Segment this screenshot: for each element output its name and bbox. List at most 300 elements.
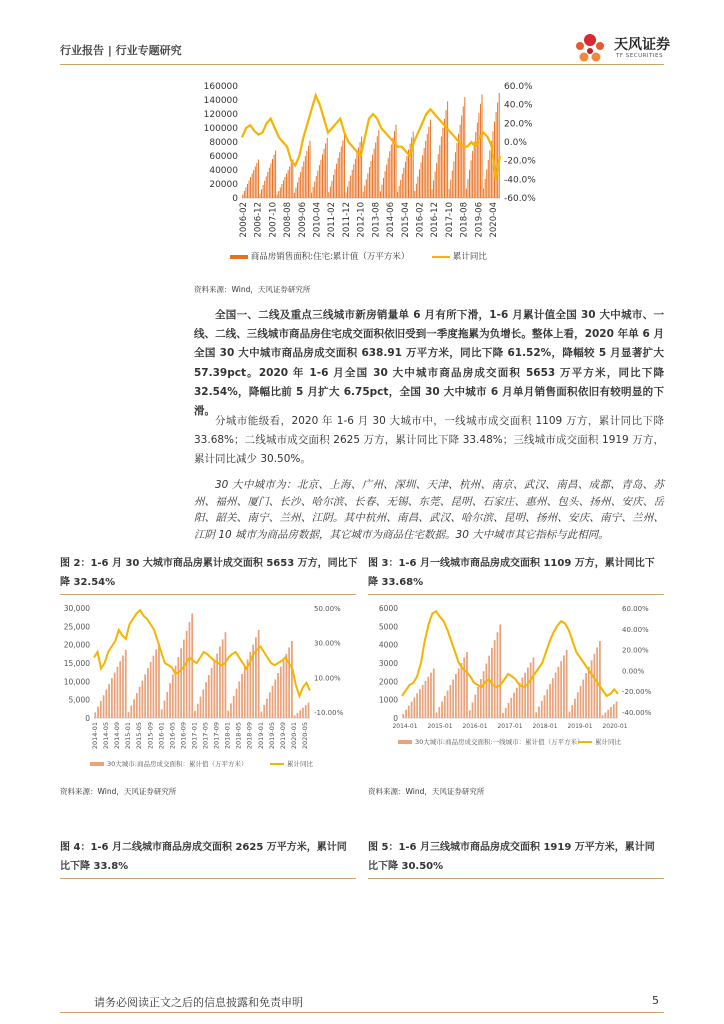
fig2-bar <box>269 692 271 718</box>
fig2-y-left-tick: 5,000 <box>68 695 90 705</box>
fig2-bar <box>236 689 238 718</box>
fig3-y-left-tick: 4000 <box>378 640 398 650</box>
fig3-bar <box>533 658 535 719</box>
fig3-bar <box>580 686 582 718</box>
fig3-bar <box>472 702 474 718</box>
fig1-bar <box>422 155 423 198</box>
fig1-bar <box>367 173 368 198</box>
paragraph-3 <box>194 477 664 543</box>
fig2-x-tick: 2020-05 <box>301 722 309 750</box>
fig1-bar <box>252 174 253 199</box>
fig2-bar <box>244 667 246 718</box>
fig1-bar <box>260 194 261 198</box>
fig2-bar <box>155 649 157 718</box>
fig2-bar <box>211 668 213 718</box>
fig1-bar <box>497 103 498 198</box>
figure-3-chart <box>368 598 664 774</box>
fig1-bar <box>281 184 282 198</box>
fig1-bar <box>400 180 401 198</box>
paragraph-1-text: 全国一、二线及重点三线城市新房销量单 6 月有所下滑，1-6 月累计值全国 30 大中城市、一线、二线、三线城市商品房住宅成交面积依旧受到一季度拖累为负增长。整体上看，2020 年单 6 月全国 30 大中城市商品房成交面积 638.91 万平方米，同比下降 61.52%，降幅较 5 月显著扩大 57.39pct。2020 年 1-6 月全国 30 大中城市商品房成交面积 5653 万平方米，同比下降 32.54%，降幅比前 5 月扩大 6.75pct，全国 30 大中城市 6 月单月销售面积依旧有较明显的下滑。 <box>194 309 664 418</box>
fig2-x-tick: 2017-09 <box>212 722 221 750</box>
figure-3-source: 资料来源：Wind，天风证券研究所 <box>368 787 485 796</box>
fig1-bar <box>482 94 483 198</box>
fig1-y-left-tick: 40000 <box>209 166 238 176</box>
fig2-x-tick: 2017-01 <box>190 722 199 750</box>
fig3-bar <box>411 702 413 719</box>
fig3-legend-line-label: 累计同比 <box>595 738 621 746</box>
fig1-bar <box>438 154 439 198</box>
fig1-bar <box>270 163 271 198</box>
fig2-x-tick: 2016-05 <box>168 722 177 750</box>
fig1-bar <box>335 169 336 198</box>
fig2-y-left-tick: 30,000 <box>63 604 90 613</box>
fig1-bar <box>372 155 373 198</box>
fig3-bar <box>408 706 410 718</box>
fig1-bar <box>258 160 259 199</box>
fig1-bar <box>353 164 354 198</box>
fig1-bar <box>457 143 458 198</box>
fig3-bar <box>524 673 526 718</box>
fig2-bar <box>183 640 185 718</box>
paragraph-2 <box>194 412 664 470</box>
fig1-bar <box>466 189 467 198</box>
figure-4-top-border <box>60 878 356 879</box>
fig3-bar <box>508 703 510 718</box>
figure-4-title: 图 4：1-6 月二线城市商品房成交面积 2625 万平方米，累计同比下降 33.8% <box>60 842 347 872</box>
fig2-x-tick: 2019-05 <box>267 722 276 750</box>
fig2-bar <box>272 686 274 718</box>
fig1-bar <box>369 167 370 198</box>
fig3-bar <box>607 710 609 718</box>
fig3-bar <box>494 640 496 718</box>
fig2-bar <box>230 703 232 718</box>
fig1-y-left-tick: 140000 <box>203 96 238 106</box>
fig2-bar <box>97 707 99 718</box>
fig2-bar <box>233 696 235 718</box>
fig1-bar <box>308 146 309 198</box>
fig3-x-tick: 2016-01 <box>462 723 488 730</box>
fig1-bar <box>263 185 264 198</box>
fig1-y-right-tick: 0.0% <box>504 138 527 148</box>
fig3-bar <box>557 667 559 718</box>
fig1-bar <box>436 163 437 198</box>
fig3-bar <box>516 688 518 718</box>
fig2-bar <box>263 705 265 718</box>
fig3-bar <box>510 698 512 718</box>
fig1-bar <box>285 177 286 198</box>
fig3-bar <box>405 710 407 718</box>
fig3-bar <box>566 650 568 718</box>
fig1-bar <box>392 138 393 198</box>
fig2-bar <box>285 654 287 718</box>
fig3-bar <box>574 699 576 718</box>
fig2-x-tick: 2018-01 <box>223 722 232 750</box>
fig2-x-tick: 2020-01 <box>289 722 298 750</box>
fig1-bar <box>471 160 472 198</box>
legend-line-label: 累计同比 <box>452 252 487 262</box>
paragraph-3-text: 30 大中城市为：北京、上海、广州、深圳、天津、杭州、南京、武汉、南昌、成都、青岛、苏州、福州、厦门、长沙、哈尔滨、长春、无锡、东莞、昆明、石家庄、惠州、包头、扬州、安庆、岳阳、韶关、南宁、兰州、江阴。其中杭州、南昌、武汉、哈尔滨、昆明、扬州、安庆、南宁、兰州、江阴 10 城市为商品房数据，其它城市为商品住宅数据。30 大中城市其它指标与此相同。 <box>194 479 664 541</box>
fig3-bar <box>469 710 471 718</box>
fig3-bar <box>535 712 537 718</box>
fig1-bar <box>474 141 475 198</box>
fig2-bar <box>258 630 260 718</box>
fig2-x-tick: 2014-05 <box>102 722 111 750</box>
fig1-bar <box>344 135 345 198</box>
fig2-y-left-tick: 15,000 <box>63 659 90 668</box>
fig2-bar <box>225 632 227 718</box>
fig1-x-tick: 2006-12 <box>253 202 264 238</box>
fig2-bar <box>158 643 160 718</box>
fig1-bar <box>363 192 364 198</box>
fig3-bar <box>599 641 601 718</box>
fig1-bar <box>325 143 326 198</box>
fig1-bar <box>303 161 304 198</box>
fig2-bar <box>280 667 282 718</box>
fig1-bar <box>347 187 348 198</box>
fig1-x-tick: 2008-08 <box>283 202 294 238</box>
fig3-bar <box>477 687 479 718</box>
fig2-bar <box>94 712 96 718</box>
fig1-bar <box>419 169 420 198</box>
fig3-bar <box>402 714 404 718</box>
fig1-y-right-tick: -40.0% <box>504 175 536 186</box>
fig3-bar <box>438 707 440 718</box>
fig1-x-tick: 2015-04 <box>400 202 411 238</box>
fig2-bar <box>208 675 210 718</box>
fig1-y-right-tick: 40.0% <box>504 100 533 111</box>
fig3-bar <box>505 708 507 718</box>
fig2-bar <box>169 683 171 718</box>
brand-subtitle: TF SECURITIES <box>616 53 663 59</box>
fig1-bar <box>299 177 300 198</box>
fig3-bar <box>546 690 548 718</box>
fig2-bar <box>186 631 188 718</box>
report-category: 行业报告 | 行业专题研究 <box>60 44 182 57</box>
fig3-bar <box>441 702 443 719</box>
fig3-bar <box>413 697 415 718</box>
fig3-bar <box>571 705 573 718</box>
fig1-bar <box>283 181 284 199</box>
fig3-legend-bar-label: 30大城市:商品房成交面积:一线城市：累计值（万平方米） <box>415 738 584 746</box>
fig1-bar <box>328 192 329 198</box>
fig2-bar <box>200 697 202 718</box>
fig2-bar <box>153 656 155 718</box>
fig1-bar <box>432 189 433 198</box>
fig3-bar <box>433 669 435 719</box>
fig1-bar <box>364 186 365 198</box>
fig3-bar <box>416 693 418 718</box>
fig1-bar <box>496 112 497 198</box>
fig3-y-right-tick: 20.00% <box>622 646 649 655</box>
fig3-bar <box>422 685 424 718</box>
fig1-bar <box>305 156 306 198</box>
fig1-bar <box>417 177 418 198</box>
fig1-bar <box>272 159 273 198</box>
fig1-bar <box>264 181 265 198</box>
fig3-y-left-tick: 3000 <box>378 659 398 668</box>
figure-1-svg <box>190 78 570 278</box>
fig2-y-left-tick: 20,000 <box>63 640 90 650</box>
fig2-x-tick: 2014-01 <box>91 722 99 750</box>
fig1-bar <box>483 188 484 198</box>
fig3-bar <box>613 704 615 718</box>
fig3-bar <box>488 656 490 718</box>
fig1-bar <box>452 171 453 198</box>
fig1-bar <box>277 195 278 199</box>
fig1-bar <box>453 161 454 198</box>
fig1-bar <box>396 125 397 199</box>
fig1-bar <box>378 130 379 198</box>
fig2-bar <box>108 684 110 718</box>
fig3-bar <box>605 713 607 719</box>
fig1-bar <box>480 104 481 198</box>
fig3-x-tick: 2014-01 <box>392 723 418 730</box>
fig1-bar <box>327 138 328 198</box>
fig1-bar <box>366 179 367 198</box>
fig2-bar <box>136 693 138 718</box>
fig1-bar <box>242 195 243 199</box>
fig2-y-right-tick: -10.00% <box>314 709 344 717</box>
fig1-x-tick: 2017-10 <box>444 202 455 238</box>
fig3-bar <box>602 715 604 718</box>
figure-5-top-border <box>368 878 664 879</box>
fig1-x-tick: 2011-12 <box>341 202 352 238</box>
fig3-bar <box>485 663 487 718</box>
fig1-bar <box>306 151 307 198</box>
fig2-x-tick: 2019-01 <box>256 722 265 750</box>
fig1-y-left-tick: 60000 <box>209 152 238 162</box>
fig3-y-right-tick: 60.00% <box>622 605 649 613</box>
fig1-x-tick: 2016-12 <box>430 201 441 238</box>
fig3-bar <box>521 678 523 718</box>
fig2-bar <box>222 639 224 718</box>
fig3-bar <box>616 702 618 719</box>
fig3-bar <box>444 696 446 718</box>
fig1-bar <box>467 179 468 198</box>
fig1-bar <box>383 178 384 198</box>
fig3-legend-bar-swatch <box>398 740 412 744</box>
fig3-bar <box>419 689 421 718</box>
legend-bar-swatch <box>230 255 248 259</box>
fig3-bar <box>563 655 565 718</box>
fig2-bar <box>177 657 179 718</box>
fig2-bar <box>172 674 174 718</box>
fig2-bar <box>205 682 207 718</box>
fig3-bar <box>541 701 543 718</box>
fig1-x-tick: 2019-06 <box>474 202 485 238</box>
fig2-y-right-tick: 30.00% <box>314 639 341 648</box>
fig1-bar <box>356 153 357 198</box>
fig1-bar <box>375 142 376 198</box>
fig2-x-tick: 2019-09 <box>278 722 287 750</box>
fig3-bar <box>560 661 562 718</box>
fig1-bar <box>278 191 279 198</box>
fig2-x-tick: 2015-09 <box>146 722 155 750</box>
fig1-bar <box>377 136 378 198</box>
fig2-bar <box>202 689 204 718</box>
figure-3-title: 图 3：1-6 月一线城市商品房成交面积 1109 万方，累计同比下降 33.68% <box>368 558 655 588</box>
fig1-bar <box>442 128 443 198</box>
fig2-bar <box>274 680 276 719</box>
fig3-bar <box>591 660 593 718</box>
fig1-y-left-tick: 0 <box>232 194 238 204</box>
fig2-bar <box>261 712 263 718</box>
paragraph-2-text: 分城市能级看，2020 年 1-6 月 30 大城市中，一线城市成交面积 1109 万方，累计同比下降 33.68%；二线城市成交面积 2625 万方，累计同比下降 33.48%；三线城市成交面积 1919 万方，累计同比减少 30.50%。 <box>194 415 664 466</box>
fig1-bar <box>249 181 250 199</box>
fig1-x-tick: 2006-02 <box>239 202 249 238</box>
fig2-y-left-tick: 25,000 <box>63 622 90 632</box>
fig1-bar <box>339 152 340 198</box>
fig2-bar <box>283 660 285 718</box>
fig1-x-tick: 2009-06 <box>297 202 308 238</box>
fig3-bar <box>430 673 432 718</box>
fig3-bar <box>497 632 499 718</box>
fig2-y-left-tick: 10,000 <box>63 677 90 687</box>
fig1-bar <box>253 170 254 198</box>
fig2-bar <box>308 703 310 718</box>
fig1-bar <box>330 187 331 198</box>
fig3-bar <box>474 695 476 718</box>
paragraph-1 <box>194 306 664 421</box>
legend-bar-label: 商品房销售面积:住宅:累计值（万平方米） <box>250 252 410 262</box>
fig1-bar <box>469 170 470 198</box>
fig1-bar <box>408 150 409 198</box>
fig3-y-left-tick: 5000 <box>378 622 398 632</box>
figure-1-legend <box>230 250 560 264</box>
fig2-bar <box>277 673 279 718</box>
fig2-bar <box>119 661 121 718</box>
fig1-x-tick: 2007-10 <box>268 202 279 238</box>
fig1-bar <box>338 158 339 198</box>
fig1-bar <box>489 150 490 198</box>
fig1-bar <box>336 164 337 198</box>
fig3-x-tick: 2020-01 <box>602 723 628 730</box>
fig2-bar <box>194 711 196 718</box>
fig3-bar <box>544 695 546 718</box>
fig1-bar <box>280 188 281 199</box>
fig2-bar <box>141 681 143 718</box>
fig2-x-tick: 2015-05 <box>135 722 144 750</box>
fig2-bar <box>297 713 299 718</box>
fig2-bar <box>164 701 166 718</box>
fig2-bar <box>197 704 199 718</box>
fig1-bar <box>388 158 389 198</box>
fig1-bar <box>294 193 295 198</box>
fig2-bar <box>144 674 146 718</box>
fig1-bar <box>450 180 451 198</box>
fig1-bar <box>380 191 381 198</box>
fig1-bar <box>320 160 321 198</box>
fig3-x-tick: 2018-01 <box>532 723 558 730</box>
fig1-bar <box>302 167 303 198</box>
fig1-bar <box>386 165 387 198</box>
fig1-x-tick: 2012-10 <box>356 202 367 238</box>
fig1-y-right-tick: -60.0% <box>504 194 536 204</box>
fig1-bar <box>397 192 398 198</box>
fig2-x-tick: 2016-09 <box>179 722 188 750</box>
fig1-bar <box>267 172 268 198</box>
fig3-bar <box>582 680 584 719</box>
fig3-bar <box>480 679 482 718</box>
fig3-bar <box>463 658 465 719</box>
fig1-bar <box>424 148 425 198</box>
fig3-bar <box>447 691 449 719</box>
fig1-bar <box>463 106 464 198</box>
fig2-bar <box>105 690 107 718</box>
fig1-bar <box>374 149 375 198</box>
fig1-bar <box>461 116 462 198</box>
fig2-bar <box>191 614 193 719</box>
fig3-bar <box>502 713 504 718</box>
fig1-bar <box>275 150 276 198</box>
fig1-bar <box>405 162 406 198</box>
fig1-bar <box>477 123 478 198</box>
fig3-x-tick: 2017-01 <box>497 723 523 730</box>
fig2-bar <box>291 641 293 718</box>
fig1-bar <box>360 142 361 198</box>
fig1-bar <box>425 141 426 198</box>
fig1-bar <box>333 175 334 198</box>
fig1-bar <box>349 181 350 198</box>
fig1-y-left-tick: 100000 <box>203 124 238 134</box>
fig1-bar <box>256 163 257 198</box>
figure-2-source: 资料来源：Wind，天风证券研究所 <box>60 787 177 796</box>
fig2-bar <box>189 622 191 718</box>
fig1-y-left-tick: 160000 <box>203 82 238 92</box>
fig1-bar <box>341 146 342 198</box>
fig1-bar <box>355 159 356 198</box>
fig3-bar <box>436 713 438 719</box>
brand-name: 天风证券 <box>614 37 670 53</box>
figure-1-chart <box>190 78 570 278</box>
fig1-bar <box>403 168 404 198</box>
fig2-bar <box>294 715 296 718</box>
fig1-bar <box>286 174 287 199</box>
fig1-bar <box>433 180 434 198</box>
fig1-bar <box>288 170 289 198</box>
figure-3-svg <box>368 598 664 774</box>
fig1-bar <box>381 185 382 198</box>
fig1-bar <box>421 162 422 198</box>
fig2-bar <box>305 705 307 718</box>
fig1-bar <box>399 186 400 198</box>
fig3-bar <box>427 677 429 718</box>
fig2-x-tick: 2018-05 <box>234 722 243 750</box>
fig3-bar <box>458 669 460 719</box>
fig1-bar <box>317 171 318 198</box>
fig1-bar <box>444 119 445 198</box>
fig3-y-right-tick: 40.00% <box>622 625 649 634</box>
fig1-bar <box>245 188 246 199</box>
fig3-bar <box>569 712 571 718</box>
fig3-y-right-tick: -40.00% <box>622 709 652 717</box>
fig1-x-tick: 2014-06 <box>386 202 397 238</box>
fig2-bar <box>117 667 119 718</box>
fig1-bar <box>455 152 456 198</box>
fig1-bar <box>406 156 407 198</box>
figure-5-title: 图 5：1-6 月三线城市商品房成交面积 1919 万平方米，累计同比下降 30.50% <box>368 842 655 872</box>
fig1-bar <box>352 170 353 198</box>
fig1-bar <box>488 160 489 198</box>
fig1-y-left-tick: 20000 <box>209 180 238 190</box>
fig1-bar <box>310 141 311 198</box>
fig1-bar <box>449 189 450 198</box>
fig1-bar <box>322 154 323 198</box>
figure-3-top-border <box>368 594 664 595</box>
fig1-bar <box>261 189 262 198</box>
fig1-bar <box>441 137 442 198</box>
fig2-bar <box>266 699 268 718</box>
